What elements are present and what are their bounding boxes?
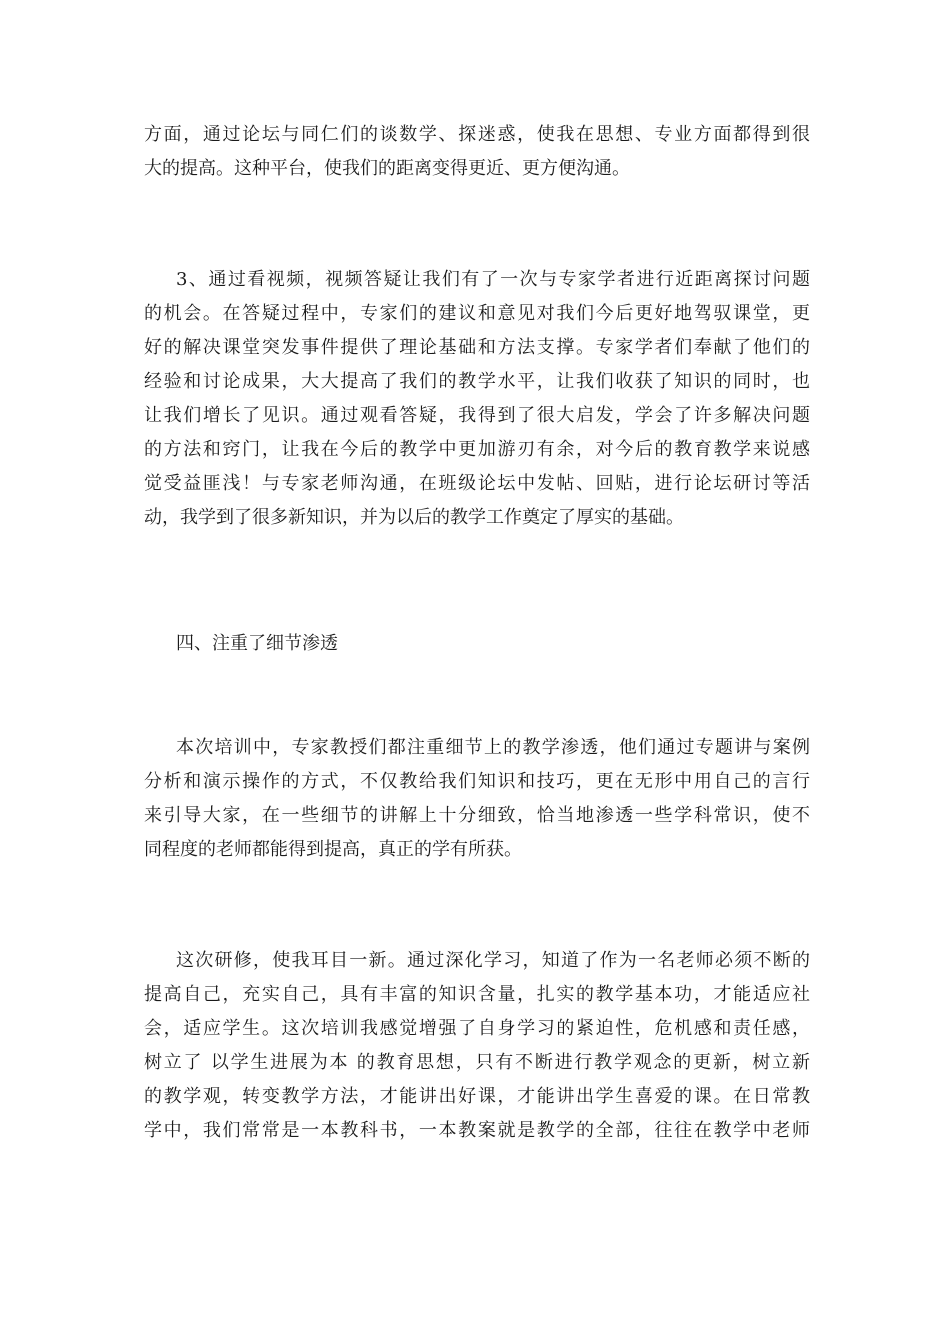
- text-line: 这次研修，使我耳目一新。通过深化学习，知道了作为一名老师必须不断的: [176, 950, 810, 971]
- text-line: 提高自己，充实自己，具有丰富的知识含量，扎实的教学基本功，才能适应社: [144, 984, 810, 1005]
- text-line: 会，适应学生。这次培训我感觉增强了自身学习的紧迫性，危机感和责任感，: [144, 1018, 810, 1039]
- text-line: 动，我学到了很多新知识，并为以后的教学工作奠定了厚实的基础。: [144, 507, 684, 528]
- text-line: 让我们增长了见识。通过观看答疑，我得到了很大启发，学会了许多解决问题: [144, 405, 810, 426]
- text-line: 大的提高。这种平台，使我们的距离变得更近、更方便沟通。: [144, 158, 630, 179]
- text-line: 来引导大家，在一些细节的讲解上十分细致，恰当地渗透一些学科常识，使不: [144, 805, 810, 826]
- paragraph-forum-discussion: [144, 118, 810, 186]
- text-line: 的教学观，转变教学方法，才能讲出好课，才能讲出学生喜爱的课。在日常教: [144, 1086, 810, 1107]
- text-line: 分析和演示操作的方式，不仅教给我们知识和技巧，更在无形中用自己的言行: [144, 771, 810, 792]
- paragraph-training-reflection: [144, 944, 810, 1148]
- paragraph-detail-infiltration: [144, 731, 810, 867]
- section-heading-text: 四、注重了细节渗透: [176, 633, 338, 654]
- text-line: 好的解决课堂突发事件提供了理论基础和方法支撑。专家学者们奉献了他们的: [144, 337, 810, 358]
- text-line: 觉受益匪浅！与专家老师沟通，在班级论坛中发帖、回贴，进行论坛研讨等活: [144, 473, 810, 494]
- text-line: 方面，通过论坛与同仁们的谈数学、探迷惑，使我在思想、专业方面都得到很: [144, 124, 810, 145]
- text-line: 本次培训中，专家教授们都注重细节上的教学渗透，他们通过专题讲与案例: [176, 737, 810, 758]
- text-line: 3、通过看视频，视频答疑让我们有了一次与专家学者进行近距离探讨问题: [176, 269, 810, 290]
- text-line: 的机会。在答疑过程中，专家们的建议和意见对我们今后更好地驾驭课堂，更: [144, 303, 810, 324]
- text-line: 学中，我们常常是一本教科书，一本教案就是教学的全部，往往在教学中老师: [144, 1120, 810, 1141]
- text-line: 的方法和窍门，让我在今后的教学中更加游刃有余，对今后的教育教学来说感: [144, 439, 810, 460]
- section-heading: [144, 627, 810, 661]
- text-line: 经验和讨论成果，大大提高了我们的教学水平，让我们收获了知识的同时，也: [144, 371, 810, 392]
- paragraph-video-qa: [144, 263, 810, 535]
- text-line: 树立了 以学生进展为本 的教育思想，只有不断进行教学观念的更新，树立新: [144, 1052, 810, 1073]
- text-line: 同程度的老师都能得到提高，真正的学有所获。: [144, 839, 522, 860]
